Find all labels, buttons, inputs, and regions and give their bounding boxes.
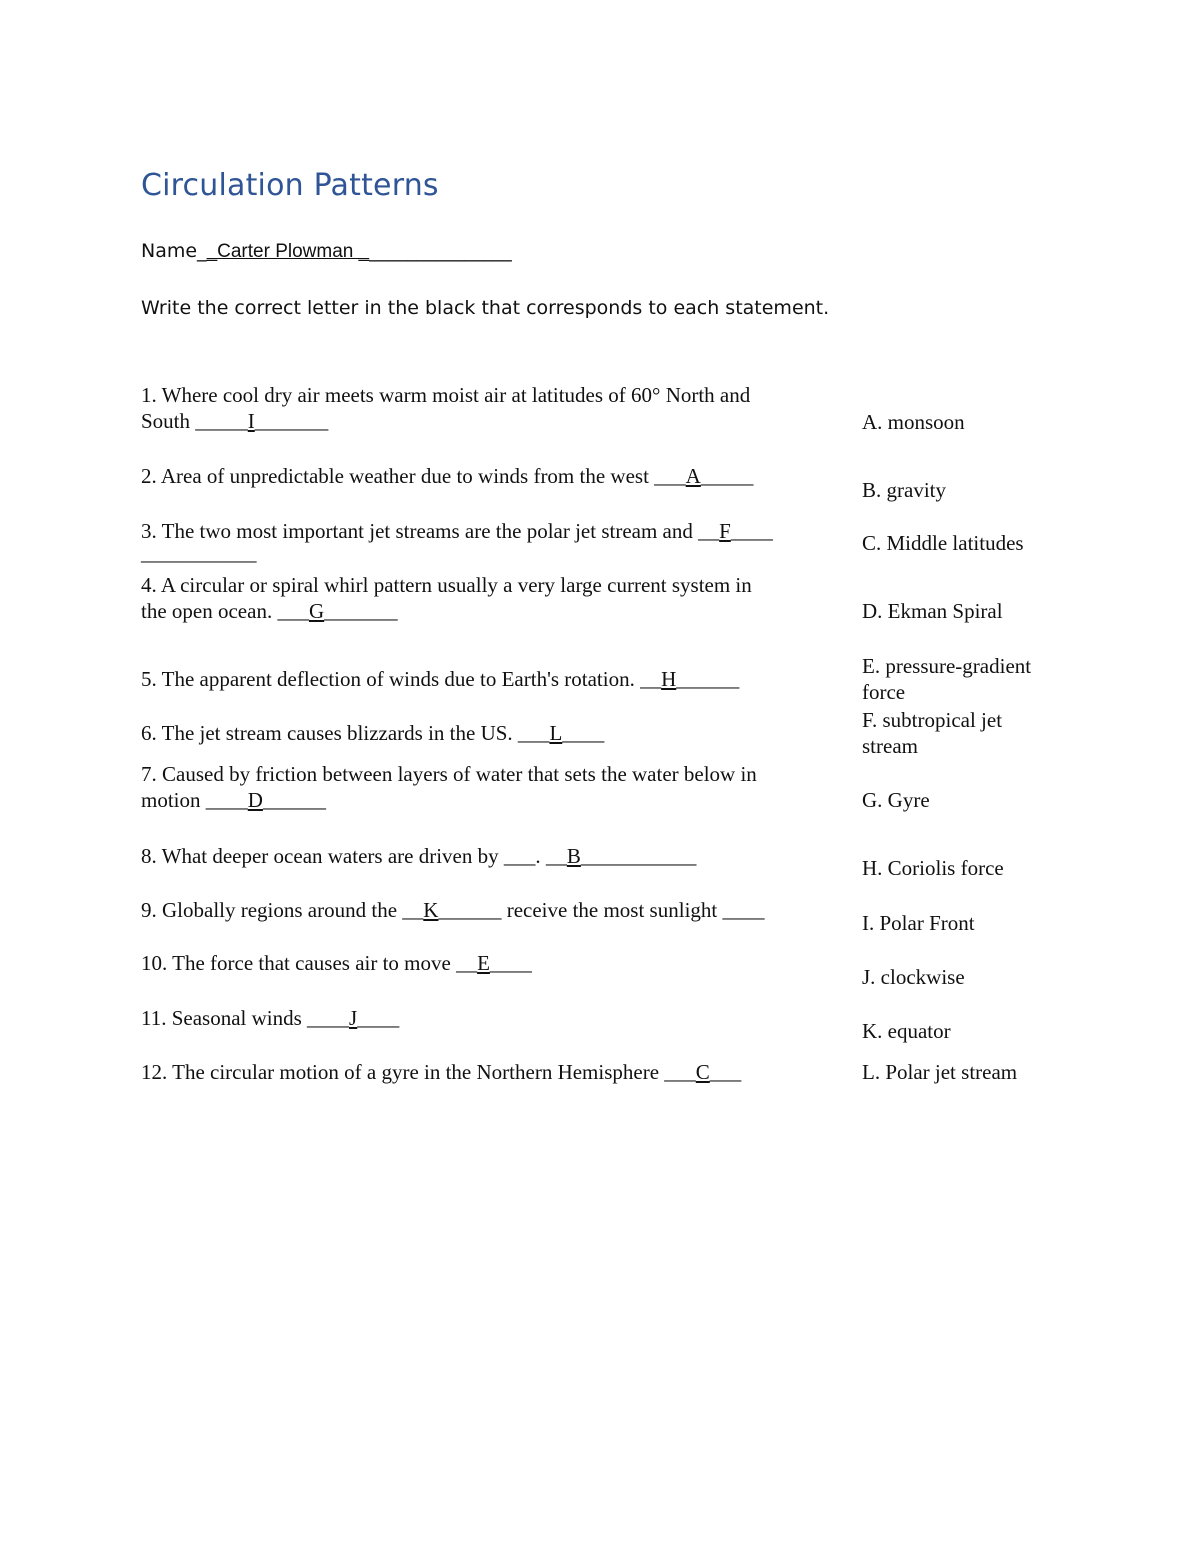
name-label: Name_ (141, 240, 207, 262)
option-c: C. Middle latitudes (862, 531, 1024, 555)
question-6: 6. The jet stream causes blizzards in the US. ___L____ (141, 721, 605, 745)
answer-field[interactable]: A (685, 464, 701, 488)
option-l: L. Polar jet stream (862, 1060, 1018, 1084)
option-a: A. monsoon (862, 410, 965, 434)
question-9: 9. Globally regions around the __K______ receive the most sunlight ____ (141, 898, 765, 922)
instructions: Write the correct letter in the black that corresponds to each statement. (141, 297, 830, 319)
option-j: J. clockwise (862, 965, 965, 989)
option-k: K. equator (862, 1019, 951, 1043)
option-f: F. subtropical jet stream (862, 708, 1003, 758)
answer-field[interactable]: H (661, 667, 677, 691)
question-5: 5. The apparent deflection of winds due to Earth's rotation. __H______ (141, 667, 740, 691)
option-h: H. Coriolis force (862, 856, 1004, 880)
answer-field[interactable]: B (566, 844, 581, 868)
option-d: D. Ekman Spiral (862, 599, 1003, 623)
question-12: 12. The circular motion of a gyre in the Northern Hemisphere ___C___ (141, 1060, 742, 1084)
option-b: B. gravity (862, 478, 946, 502)
page-title: Circulation Patterns (141, 168, 439, 203)
option-i: I. Polar Front (862, 911, 975, 935)
answer-field[interactable]: E (477, 951, 490, 975)
question-1: 1. Where cool dry air meets warm moist air at latitudes of 60° North and South _____I_______ (141, 383, 751, 433)
question-7: 7. Caused by friction between layers of water that sets the water below in motion ____D______ (141, 762, 757, 812)
question-8: 8. What deeper ocean waters are driven by ___. __B___________ (141, 844, 697, 868)
name-trailing-blank: _______________ (369, 240, 512, 262)
answer-field[interactable]: F (719, 519, 731, 543)
name-line (141, 240, 512, 263)
answer-field[interactable]: J (349, 1006, 358, 1030)
question-10: 10. The force that causes air to move __E____ (141, 951, 532, 975)
option-g: G. Gyre (862, 788, 930, 812)
answer-field[interactable]: C (695, 1060, 710, 1084)
answer-field[interactable]: I (247, 409, 255, 433)
question-text: 1. Where cool dry air meets warm moist air at latitudes of 60° North and (141, 383, 751, 407)
answer-field[interactable]: K (423, 898, 439, 922)
option-e: E. pressure-gradient force (862, 654, 1032, 704)
question-4: 4. A circular or spiral whirl pattern usually a very large current system in the open ocean. ___G_______ (141, 573, 752, 623)
question-11: 11. Seasonal winds ____J____ (141, 1006, 400, 1030)
question-text: 4. A circular or spiral whirl pattern usually a very large current system in (141, 573, 752, 597)
name-field[interactable]: _Carter Plowman _ (206, 241, 370, 262)
answer-field[interactable]: L (549, 721, 563, 745)
question-3: 3. The two most important jet streams are the polar jet stream and __F____ ___________ (141, 519, 773, 565)
answer-field[interactable]: G (308, 599, 325, 623)
question-2: 2. Area of unpredictable weather due to winds from the west ___A_____ (141, 464, 754, 488)
answer-field[interactable]: D (247, 788, 263, 812)
question-text: 7. Caused by friction between layers of water that sets the water below in (141, 762, 757, 786)
